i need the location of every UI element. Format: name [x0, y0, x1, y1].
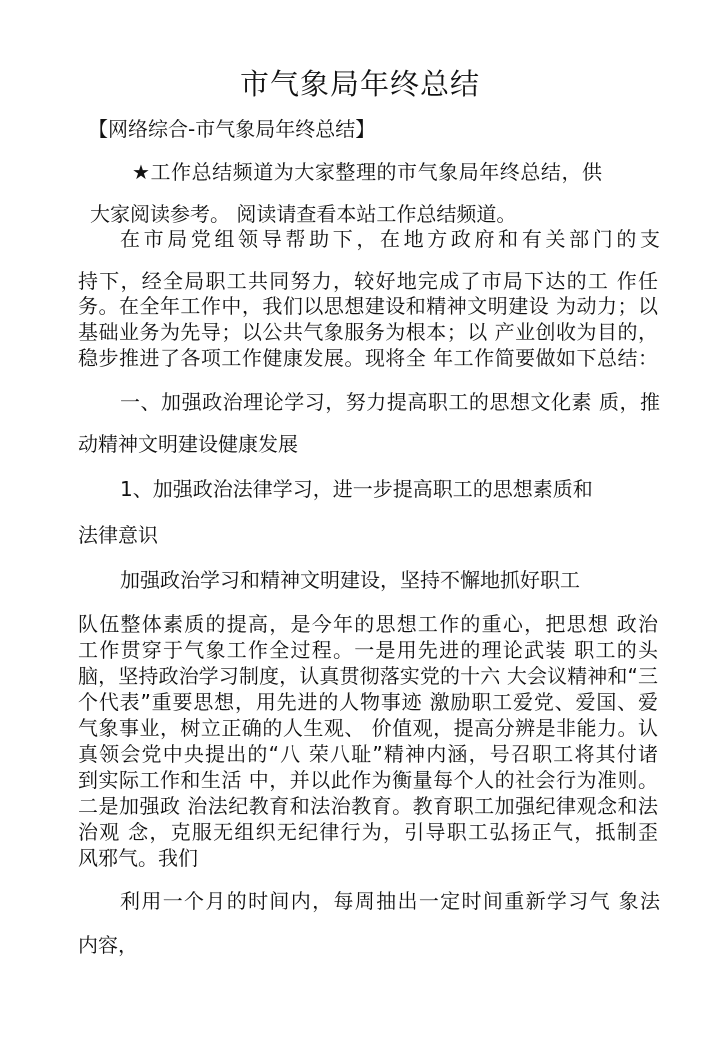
document-title: 市气象局年终总结 — [239, 67, 480, 101]
section-heading-line: 动精神文明建设健康发展 — [78, 432, 298, 456]
paragraph-line: 加强政治学习和精神文明建设，坚持不懈地抓好职工 — [120, 568, 580, 592]
source-line: 【网络综合-市气象局年终总结】 — [88, 117, 376, 141]
paragraph-line: 队伍整体素质的提高，是今年的思想工作的重心，把思想 政治 — [78, 612, 658, 636]
paragraph-line: 真领会党中央提出的“八 荣八耻”精神内涵，号召职工将其付诸 — [78, 742, 658, 766]
section-heading-line: 一、加强政治理论学习，努力提高职工的思想文化素 质，推 — [120, 390, 660, 414]
paragraph-line: 务。在全年工作中，我们以思想建设和精神文明建设 为动力；以 — [78, 294, 658, 318]
paragraph-line: 基础业务为先导；以公共气象服务为根本；以 产业创收为目的， — [78, 320, 658, 344]
paragraph-line: 稳步推进了各项工作健康发展。现将全 年工作简要做如下总结： — [78, 346, 658, 370]
paragraph-line: 气象事业，树立正确的人生观、 价值观，提高分辨是非能力。认 — [78, 716, 658, 740]
paragraph-line: 到实际工作和生活 中，并以此作为衡量每个人的社会行为准则。 — [78, 768, 658, 792]
paragraph-line: 个代表”重要思想，用先进的人物事迹 激励职工爱党、爱国、爱 — [78, 690, 658, 714]
paragraph-line: 脑，坚持政治学习制度，认真贯彻落实党的十六 大会议精神和“三 — [78, 664, 658, 688]
paragraph-line: 二是加强政 治法纪教育和法治教育。教育职工加强纪律观念和法 — [78, 794, 658, 818]
paragraph-line: 工作贯穿于气象工作全过程。一是用先进的理论武装 职工的头 — [78, 638, 658, 662]
paragraph-line: 持下，经全局职工共同努力，较好地完成了市局下达的工 作任 — [78, 269, 658, 293]
paragraph-line: 风邪气。我们 — [78, 846, 198, 870]
subsection-heading-line: 法律意识 — [78, 523, 158, 547]
intro-line: ★工作总结频道为大家整理的市气象局年终总结，供 — [132, 160, 602, 184]
intro-line: 大家阅读参考。 阅读请查看本站工作总结频道。 — [90, 202, 517, 226]
paragraph-line: 利用一个月的时间内，每周抽出一定时间重新学习气 象法 — [120, 889, 660, 913]
subsection-heading-line: 1、加强政治法律学习，进一步提高职工的思想素质和 — [120, 477, 593, 501]
paragraph-line: 治观 念，克服无组织无纪律行为，引导职工弘扬正气，抵制歪 — [78, 820, 658, 844]
paragraph-line: 内容， — [78, 933, 138, 957]
paragraph-line: 在市局党组领导帮助下，在地方政府和有关部门的支 — [120, 227, 660, 251]
